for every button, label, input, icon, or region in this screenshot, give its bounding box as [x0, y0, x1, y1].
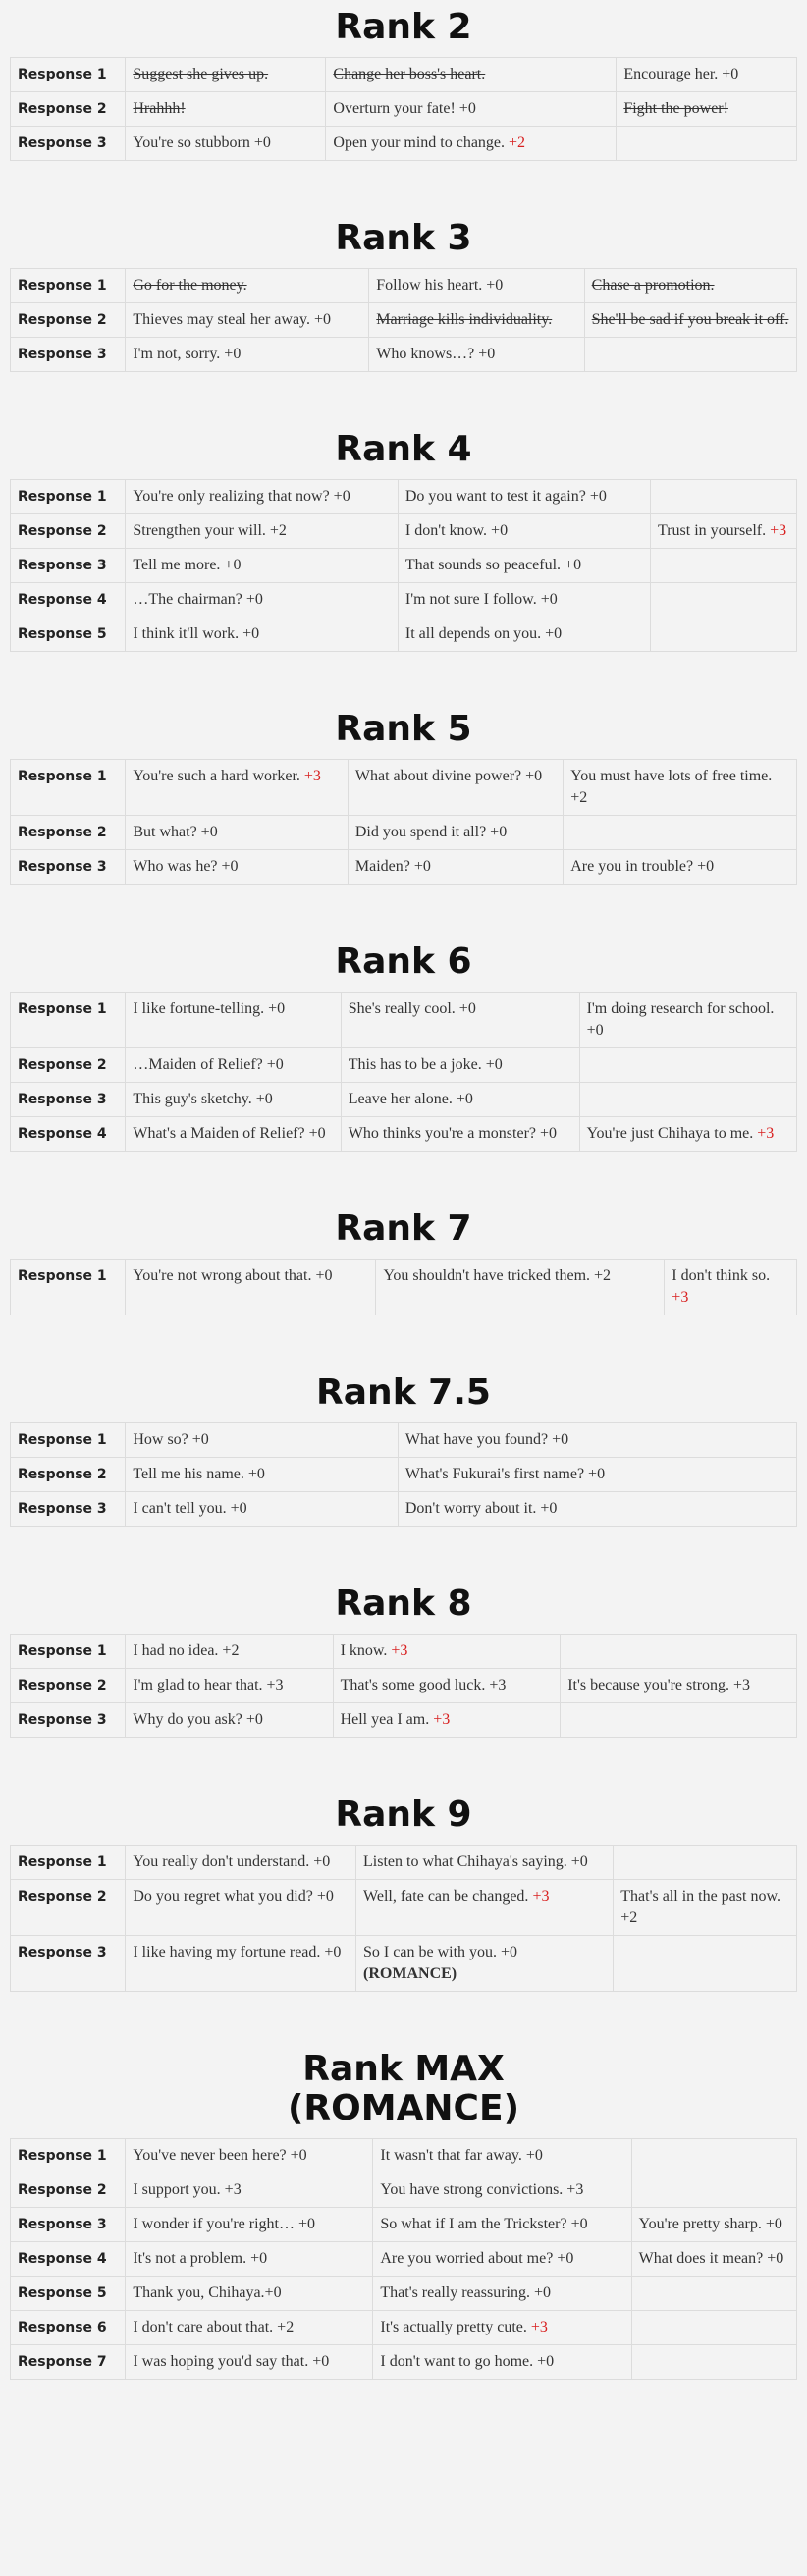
response-option	[561, 1703, 797, 1738]
rank-section	[10, 1202, 797, 1315]
option-text: Did you spend it all? +0	[354, 824, 508, 840]
response-label: Response 2	[11, 1669, 126, 1703]
response-label: Response 6	[11, 2311, 126, 2345]
table-row	[11, 1083, 797, 1117]
response-label: Response 3	[11, 1492, 126, 1527]
response-label: Response 2	[11, 1880, 126, 1936]
response-option	[398, 549, 650, 583]
option-text: This has to be a joke. +0	[348, 1056, 503, 1073]
response-option	[126, 514, 399, 549]
table-row	[11, 480, 797, 514]
option-text: Tell me more. +0	[133, 557, 242, 573]
rank-section	[10, 702, 797, 885]
response-option	[326, 92, 617, 127]
response-option	[398, 1492, 796, 1527]
points-highlight: +3	[530, 2319, 548, 2335]
response-label: Response 4	[11, 583, 126, 617]
response-option	[373, 2139, 631, 2174]
response-option	[341, 1048, 579, 1083]
response-label: Response 1	[11, 1260, 126, 1315]
table-row	[11, 1458, 797, 1492]
response-option	[348, 816, 563, 850]
response-option	[348, 850, 563, 885]
response-option	[126, 127, 326, 161]
response-option	[126, 1048, 341, 1083]
option-text: Tell me his name. +0	[133, 1466, 265, 1482]
table-row	[11, 1260, 797, 1315]
option-text: So I can be with you. +0	[363, 1944, 518, 1960]
option-text: Do you want to test it again? +0	[404, 488, 607, 505]
response-option	[126, 92, 326, 127]
option-text: This guy's sketchy. +0	[133, 1091, 273, 1107]
table-row	[11, 1936, 797, 1992]
rank-title: Rank 2	[335, 7, 472, 47]
rank-title: Rank 9	[335, 1795, 472, 1835]
option-text: You're just Chihaya to me.	[586, 1125, 758, 1142]
response-option	[398, 1458, 796, 1492]
rank-title: Rank 3	[335, 218, 472, 258]
response-option	[348, 760, 563, 816]
response-table	[10, 759, 797, 885]
option-text: Leave her alone. +0	[348, 1091, 473, 1107]
response-label: Response 2	[11, 1048, 126, 1083]
response-option	[333, 1703, 561, 1738]
table-row	[11, 1423, 797, 1458]
option-text: Thank you, Chihaya.+0	[133, 2284, 282, 2301]
table-row	[11, 1048, 797, 1083]
table-row	[11, 617, 797, 652]
response-option	[126, 1846, 356, 1880]
rank-section	[10, 1366, 797, 1527]
table-row	[11, 583, 797, 617]
option-text: It all depends on you. +0	[404, 625, 563, 642]
table-row	[11, 2242, 797, 2277]
table-row	[11, 850, 797, 885]
option-text: I don't know. +0	[404, 522, 509, 539]
table-row	[11, 1846, 797, 1880]
rank-title: Rank 5	[335, 709, 472, 749]
table-row	[11, 127, 797, 161]
response-table	[10, 57, 797, 161]
table-row	[11, 2174, 797, 2208]
option-text: Hell yea I am.	[340, 1711, 434, 1728]
response-option	[584, 338, 796, 372]
response-option	[651, 514, 797, 549]
response-option	[631, 2139, 796, 2174]
response-option	[126, 269, 369, 303]
response-label: Response 2	[11, 303, 126, 338]
response-option	[356, 1880, 614, 1936]
rank-title: Rank 4	[335, 429, 472, 469]
response-option	[126, 617, 399, 652]
table-row	[11, 1117, 797, 1152]
points-highlight: +3	[303, 768, 321, 784]
option-text: What does it mean? +0	[638, 2250, 784, 2267]
response-option	[126, 1458, 399, 1492]
response-label: Response 1	[11, 269, 126, 303]
response-option	[356, 1936, 614, 1992]
response-option	[126, 2242, 373, 2277]
response-option	[631, 2345, 796, 2380]
option-text: Chase a promotion.	[591, 277, 715, 294]
response-option	[126, 1423, 399, 1458]
response-option	[373, 2345, 631, 2380]
points-highlight: +3	[672, 1289, 689, 1306]
response-option	[617, 58, 797, 92]
response-table	[10, 2138, 797, 2380]
rank-section	[10, 211, 797, 372]
rank-section	[10, 1788, 797, 1992]
option-text: How so? +0	[133, 1431, 209, 1448]
response-label: Response 3	[11, 1936, 126, 1992]
option-text: I like having my fortune read. +0	[133, 1944, 342, 1960]
option-text: Open your mind to change.	[333, 134, 510, 151]
response-option	[341, 993, 579, 1048]
option-text: You shouldn't have tricked them. +2	[383, 1267, 612, 1284]
response-table	[10, 1259, 797, 1315]
response-option	[126, 850, 349, 885]
response-option	[398, 583, 650, 617]
option-text: It's actually pretty cute.	[380, 2319, 531, 2335]
option-text: What have you found? +0	[404, 1431, 569, 1448]
option-text: I don't want to go home. +0	[380, 2353, 555, 2370]
response-label: Response 2	[11, 514, 126, 549]
option-text: Are you in trouble? +0	[570, 858, 715, 875]
option-text: I support you. +3	[133, 2181, 242, 2198]
option-text: I'm not sure I follow. +0	[404, 591, 558, 608]
response-table	[10, 268, 797, 372]
option-text: …The chairman? +0	[133, 591, 263, 608]
response-option	[341, 1083, 579, 1117]
option-text: I'm not, sorry. +0	[133, 346, 242, 362]
option-text: You've never been here? +0	[133, 2147, 307, 2164]
response-label: Response 3	[11, 549, 126, 583]
option-text: I don't think so.	[672, 1267, 771, 1284]
points-highlight: +3	[532, 1888, 550, 1905]
response-option	[126, 1669, 333, 1703]
response-option	[398, 480, 650, 514]
option-text: Are you worried about me? +0	[380, 2250, 574, 2267]
option-text: I like fortune-telling. +0	[133, 1000, 286, 1017]
table-row	[11, 58, 797, 92]
table-row	[11, 1635, 797, 1669]
response-option	[126, 58, 326, 92]
response-option	[126, 480, 399, 514]
response-option	[126, 2139, 373, 2174]
response-option	[651, 617, 797, 652]
table-row	[11, 1703, 797, 1738]
option-text: Hrahhh!	[133, 100, 186, 117]
response-table	[10, 1845, 797, 1992]
response-option	[126, 1083, 341, 1117]
response-option	[631, 2208, 796, 2242]
response-option	[126, 2345, 373, 2380]
option-text: Who was he? +0	[133, 858, 239, 875]
option-text: I think it'll work. +0	[133, 625, 260, 642]
option-text: I wonder if you're right… +0	[133, 2216, 315, 2232]
option-text: Who knows…? +0	[376, 346, 496, 362]
response-option	[126, 2174, 373, 2208]
option-text: Strengthen your will. +2	[133, 522, 287, 539]
points-highlight: +3	[770, 522, 787, 539]
table-row	[11, 338, 797, 372]
rank-section	[10, 935, 797, 1152]
response-option	[333, 1669, 561, 1703]
table-row	[11, 760, 797, 816]
response-label: Response 1	[11, 1846, 126, 1880]
rank-title: Rank 8	[335, 1583, 472, 1624]
response-option	[564, 816, 797, 850]
response-option	[126, 338, 369, 372]
table-row	[11, 269, 797, 303]
option-text: It's not a problem. +0	[133, 2250, 268, 2267]
response-option	[579, 1117, 796, 1152]
response-option	[584, 303, 796, 338]
option-text: Who thinks you're a monster? +0	[348, 1125, 558, 1142]
option-text: Change her boss's heart.	[333, 66, 486, 82]
response-label: Response 4	[11, 2242, 126, 2277]
response-option	[631, 2242, 796, 2277]
response-label: Response 1	[11, 760, 126, 816]
option-text: You're pretty sharp. +0	[638, 2216, 782, 2232]
response-option	[584, 269, 796, 303]
response-option	[651, 549, 797, 583]
response-option	[126, 1703, 333, 1738]
response-option	[665, 1260, 797, 1315]
response-option	[373, 2208, 631, 2242]
response-label: Response 2	[11, 816, 126, 850]
option-text: So what if I am the Trickster? +0	[380, 2216, 588, 2232]
option-text: That's some good luck. +3	[340, 1677, 507, 1693]
response-label: Response 1	[11, 58, 126, 92]
response-option	[376, 1260, 665, 1315]
response-option	[579, 1048, 796, 1083]
option-text: That's really reassuring. +0	[380, 2284, 552, 2301]
table-row	[11, 993, 797, 1048]
table-row	[11, 549, 797, 583]
option-text: Maiden? +0	[354, 858, 431, 875]
response-option	[614, 1936, 797, 1992]
points-highlight: +3	[391, 1642, 408, 1659]
response-label: Response 1	[11, 2139, 126, 2174]
option-text: Don't worry about it. +0	[404, 1500, 558, 1517]
response-table	[10, 479, 797, 652]
rank-section	[10, 422, 797, 652]
rank-title: Rank 7.5	[316, 1372, 491, 1413]
response-option	[631, 2277, 796, 2311]
response-label: Response 4	[11, 1117, 126, 1152]
response-label: Response 5	[11, 617, 126, 652]
rank-section	[10, 2042, 797, 2380]
option-text: …Maiden of Relief? +0	[133, 1056, 284, 1073]
response-option	[579, 1083, 796, 1117]
option-text: You're such a hard worker.	[133, 768, 304, 784]
response-label: Response 3	[11, 1083, 126, 1117]
response-option	[126, 583, 399, 617]
table-row	[11, 1669, 797, 1703]
response-option	[651, 583, 797, 617]
option-text: You're so stubborn +0	[133, 134, 271, 151]
option-text: Suggest she gives up.	[133, 66, 269, 82]
option-text: I had no idea. +2	[133, 1642, 240, 1659]
response-option	[333, 1635, 561, 1669]
response-table	[10, 1634, 797, 1738]
response-option	[326, 58, 617, 92]
response-option	[398, 514, 650, 549]
response-option	[126, 303, 369, 338]
option-text: She's really cool. +0	[348, 1000, 476, 1017]
option-text: Trust in yourself.	[658, 522, 771, 539]
response-option	[126, 2208, 373, 2242]
table-row	[11, 816, 797, 850]
option-text: You're only realizing that now? +0	[133, 488, 350, 505]
response-option	[561, 1635, 797, 1669]
response-option	[126, 1880, 356, 1936]
response-label: Response 1	[11, 1635, 126, 1669]
points-highlight: +3	[757, 1125, 775, 1142]
option-text: Fight the power!	[623, 100, 728, 117]
option-text: I was hoping you'd say that. +0	[133, 2353, 330, 2370]
option-text: What about divine power? +0	[354, 768, 543, 784]
table-row	[11, 303, 797, 338]
option-text: But what? +0	[133, 824, 218, 840]
option-text: Listen to what Chihaya's saying. +0	[363, 1853, 588, 1870]
response-option	[617, 92, 797, 127]
response-option	[341, 1117, 579, 1152]
response-label: Response 7	[11, 2345, 126, 2380]
response-option	[356, 1846, 614, 1880]
option-text: I don't care about that. +2	[133, 2319, 295, 2335]
response-label: Response 1	[11, 1423, 126, 1458]
option-text: Thieves may steal her away. +0	[133, 311, 332, 328]
response-option	[126, 1635, 333, 1669]
response-label: Response 2	[11, 1458, 126, 1492]
table-row	[11, 2208, 797, 2242]
option-text: I know.	[340, 1642, 392, 1659]
response-option	[126, 993, 341, 1048]
option-text: (ROMANCE)	[363, 1965, 457, 1982]
response-option	[126, 816, 349, 850]
response-label: Response 1	[11, 993, 126, 1048]
option-text: Why do you ask? +0	[133, 1711, 263, 1728]
rank-section	[10, 0, 797, 161]
option-text: I'm glad to hear that. +3	[133, 1677, 284, 1693]
response-option	[614, 1880, 797, 1936]
response-option	[373, 2174, 631, 2208]
response-option	[126, 549, 399, 583]
points-highlight: +3	[433, 1711, 451, 1728]
option-text: Follow his heart. +0	[376, 277, 504, 294]
table-row	[11, 514, 797, 549]
response-option	[369, 338, 584, 372]
response-label: Response 3	[11, 850, 126, 885]
response-option	[398, 617, 650, 652]
response-option	[126, 2277, 373, 2311]
option-text: Well, fate can be changed.	[363, 1888, 533, 1905]
table-row	[11, 1880, 797, 1936]
option-text: You really don't understand. +0	[133, 1853, 331, 1870]
response-label: Response 3	[11, 2208, 126, 2242]
response-option	[398, 1423, 796, 1458]
response-label: Response 2	[11, 92, 126, 127]
response-option	[326, 127, 617, 161]
rank-title: Rank 7	[335, 1208, 472, 1249]
option-text: I can't tell you. +0	[133, 1500, 247, 1517]
option-text: You must have lots of free time. +2	[570, 768, 773, 806]
option-text: What's Fukurai's first name? +0	[404, 1466, 606, 1482]
rank-title: Rank 6	[335, 941, 472, 982]
option-text: It wasn't that far away. +0	[380, 2147, 543, 2164]
option-text: That's all in the past now. +2	[620, 1888, 780, 1926]
option-text: What's a Maiden of Relief? +0	[133, 1125, 326, 1142]
table-row	[11, 2311, 797, 2345]
response-option	[369, 269, 584, 303]
option-text: I'm doing research for school. +0	[586, 1000, 775, 1039]
response-label: Response 2	[11, 2174, 126, 2208]
option-text: You're not wrong about that. +0	[133, 1267, 333, 1284]
table-row	[11, 2345, 797, 2380]
option-text: You have strong convictions. +3	[380, 2181, 584, 2198]
response-option	[126, 760, 349, 816]
response-option	[614, 1846, 797, 1880]
option-text: She'll be sad if you break it off.	[591, 311, 789, 328]
option-text: It's because you're strong. +3	[567, 1677, 751, 1693]
table-row	[11, 1492, 797, 1527]
table-row	[11, 2277, 797, 2311]
response-option	[651, 480, 797, 514]
points-highlight: +2	[509, 134, 526, 151]
option-text: Overturn your fate! +0	[333, 100, 476, 117]
response-option	[126, 1936, 356, 1992]
rank-section	[10, 1577, 797, 1738]
response-option	[126, 2311, 373, 2345]
table-row	[11, 2139, 797, 2174]
option-text: Marriage kills individuality.	[376, 311, 553, 328]
response-option	[373, 2311, 631, 2345]
response-option	[564, 760, 797, 816]
response-table	[10, 992, 797, 1152]
response-option	[564, 850, 797, 885]
option-text: That sounds so peaceful. +0	[404, 557, 582, 573]
response-option	[369, 303, 584, 338]
response-option	[373, 2277, 631, 2311]
response-option	[631, 2311, 796, 2345]
response-label: Response 3	[11, 338, 126, 372]
response-option	[126, 1117, 341, 1152]
table-row	[11, 92, 797, 127]
response-option	[373, 2242, 631, 2277]
option-text: Do you regret what you did? +0	[133, 1888, 334, 1905]
response-option	[561, 1669, 797, 1703]
response-label: Response 5	[11, 2277, 126, 2311]
response-label: Response 3	[11, 127, 126, 161]
response-option	[631, 2174, 796, 2208]
option-text: Go for the money.	[133, 277, 247, 294]
response-option	[579, 993, 796, 1048]
response-option	[126, 1260, 376, 1315]
response-label: Response 1	[11, 480, 126, 514]
response-option	[126, 1492, 399, 1527]
response-label: Response 3	[11, 1703, 126, 1738]
response-table	[10, 1422, 797, 1527]
response-option	[617, 127, 797, 161]
rank-title: Rank MAX (ROMANCE)	[287, 2049, 520, 2128]
option-text: Encourage her. +0	[623, 66, 739, 82]
